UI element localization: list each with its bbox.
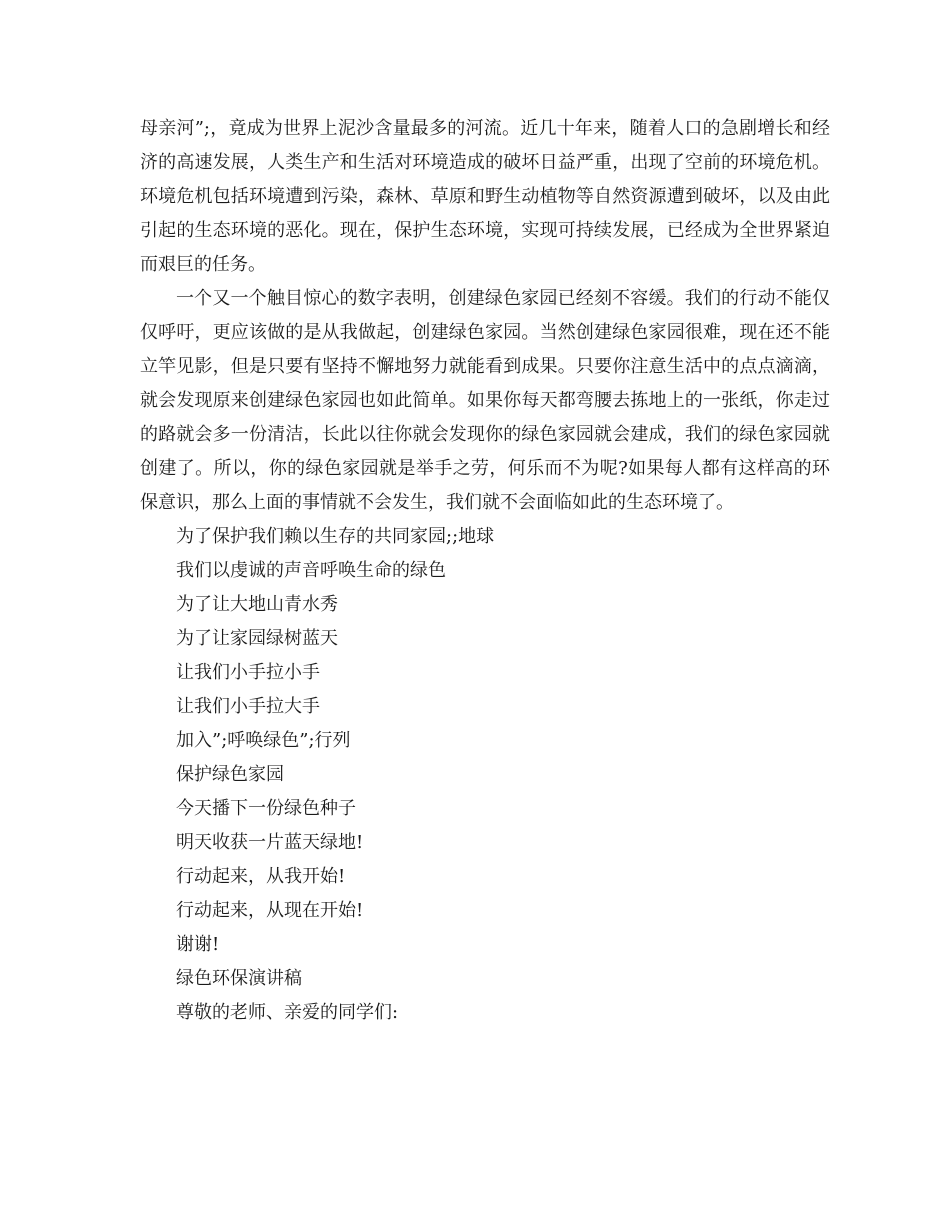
- section-title: 绿色环保演讲稿: [176, 968, 302, 989]
- speech-line: 为了保护我们赖以生存的共同家园;;地球: [176, 526, 495, 547]
- speech-line: 为了让家园绿树蓝天: [176, 628, 338, 649]
- speech-closing: 谢谢!: [176, 934, 220, 955]
- speech-line: 为了让大地山青水秀: [176, 594, 338, 615]
- speech-line: 保护绿色家园: [176, 764, 284, 785]
- speech-line: 行动起来，从现在开始!: [176, 900, 364, 921]
- speech-line: 让我们小手拉小手: [176, 662, 320, 683]
- document-body: [140, 112, 830, 1030]
- speech-line: 让我们小手拉大手: [176, 696, 320, 717]
- speech-line: 行动起来，从我开始!: [176, 866, 346, 887]
- salutation: 尊敬的老师、亲爱的同学们:: [176, 1002, 399, 1023]
- paragraph-environment-crisis: 母亲河”;，竟成为世界上泥沙含量最多的河流。近几十年来，随着人口的急剧增长和经济的高速发展，人类生产和生活对环境造成的破坏日益严重，出现了空前的环境危机。环境危机包括环境遭到污染，森林、草原和野生动植物等自然资源遭到破坏，以及由此引起的生态环境的恶化。现在，保护生态环境，实现可持续发展，已经成为全世界紧迫而艰巨的任务。: [140, 118, 830, 275]
- speech-line: 我们以虔诚的声音呼唤生命的绿色: [176, 560, 446, 581]
- paragraph-green-home: 一个又一个触目惊心的数字表明，创建绿色家园已经刻不容缓。我们的行动不能仅仅呼吁，更应该做的是从我做起，创建绿色家园。当然创建绿色家园很难，现在还不能立竿见影，但是只要有坚持不懈地努力就能看到成果。只要你注意生活中的点点滴滴，就会发现原来创建绿色家园也如此简单。如果你每天都弯腰去拣地上的一张纸，你走过的路就会多一份清洁，长此以往你就会发现你的绿色家园就会建成，我们的绿色家园就创建了。所以，你的绿色家园就是举手之劳，何乐而不为呢?如果每人都有这样高的环保意识，那么上面的事情就不会发生，我们就不会面临如此的生态环境了。: [140, 288, 830, 513]
- speech-line: 加入”;呼唤绿色”;行列: [176, 730, 351, 751]
- speech-line: 今天播下一份绿色种子: [176, 798, 356, 819]
- speech-line: 明天收获一片蓝天绿地!: [176, 832, 364, 853]
